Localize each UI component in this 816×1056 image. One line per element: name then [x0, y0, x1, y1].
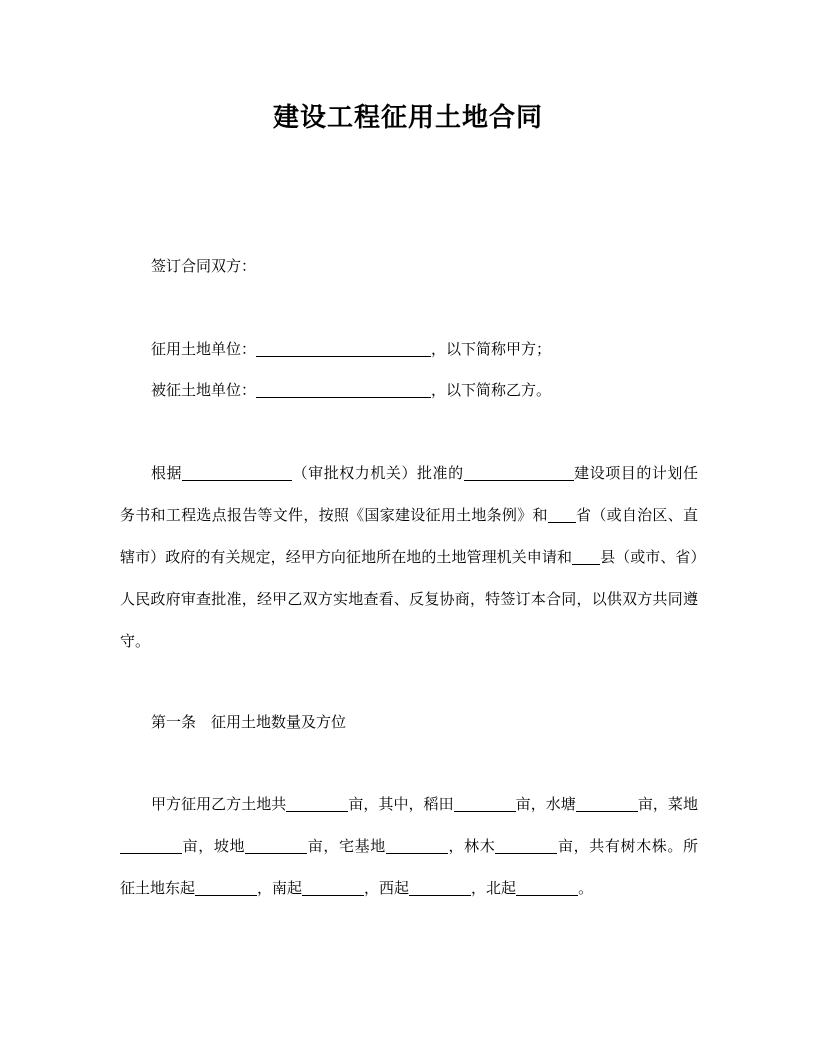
document-title: 建设工程征用土地合同 — [272, 103, 543, 133]
party-a-suffix: ，以下简称甲方； — [431, 340, 552, 358]
intro-paragraph — [120, 452, 698, 662]
a1-text-6: 亩，宅基地 — [307, 837, 386, 855]
intro-blank-province — [548, 506, 576, 523]
article-1-heading: 第一条 征用土地数量及方位 — [151, 713, 347, 731]
a1-blank-south — [302, 879, 364, 896]
a1-blank-forest — [495, 837, 557, 854]
a1-text-10: ，西起 — [364, 879, 410, 897]
intro-text-3: 建设项目的计划任务书和工程选点报告等文件，按照《国家建设征用土地条例》和 — [120, 464, 698, 524]
intro-blank-authority — [182, 464, 292, 481]
a1-text-11: ，北起 — [471, 879, 517, 897]
party-b-suffix: ，以下简称乙方。 — [431, 381, 552, 399]
a1-blank-pond — [576, 795, 638, 812]
intro-text-2: （审批权力机关）批准的 — [292, 464, 464, 482]
a1-blank-homestead — [386, 837, 448, 854]
party-b-blank — [256, 381, 431, 398]
intro-blank-project — [464, 464, 574, 481]
a1-blank-east — [195, 879, 257, 896]
party-b-label: 被征土地单位： — [151, 381, 257, 399]
a1-blank-vegetable — [120, 837, 182, 854]
a1-text-7: ，林木 — [447, 837, 496, 855]
a1-text-2: 亩，其中，稻田 — [348, 795, 454, 813]
a1-text-4: 亩，菜地 — [637, 795, 698, 813]
a1-text-5: 亩，坡地 — [182, 837, 246, 855]
a1-text-12: 。 — [578, 879, 594, 897]
party-a-line — [151, 339, 700, 359]
intro-text-1: 根据 — [151, 464, 183, 482]
a1-blank-north — [516, 879, 578, 896]
party-a-label: 征用土地单位： — [151, 340, 257, 358]
a1-text-8: 亩，共有树木株。所征土地东起 — [120, 837, 698, 897]
a1-blank-west — [409, 879, 471, 896]
article-1-paragraph — [120, 783, 698, 909]
party-b-line — [151, 380, 700, 400]
a1-text-9: ，南起 — [257, 879, 303, 897]
intro-text-4: 省（或自治区、直辖市）政府的有关规定，经甲方向征地所在地的土地管理机关申请和 — [120, 506, 698, 566]
a1-blank-paddy — [454, 795, 516, 812]
intro-blank-county — [572, 548, 600, 565]
a1-blank-slope — [245, 837, 307, 854]
a1-text-1: 甲方征用乙方土地共 — [151, 795, 287, 813]
parties-label: 签订合同双方： — [151, 257, 257, 275]
intro-text-5: 县（或市、省）人民政府审查批准，经甲乙双方实地查看、反复协商，特签订本合同，以供双方共同遵守。 — [120, 548, 698, 650]
a1-text-3: 亩，水塘 — [515, 795, 576, 813]
party-a-blank — [256, 340, 431, 357]
a1-blank-total — [286, 795, 348, 812]
